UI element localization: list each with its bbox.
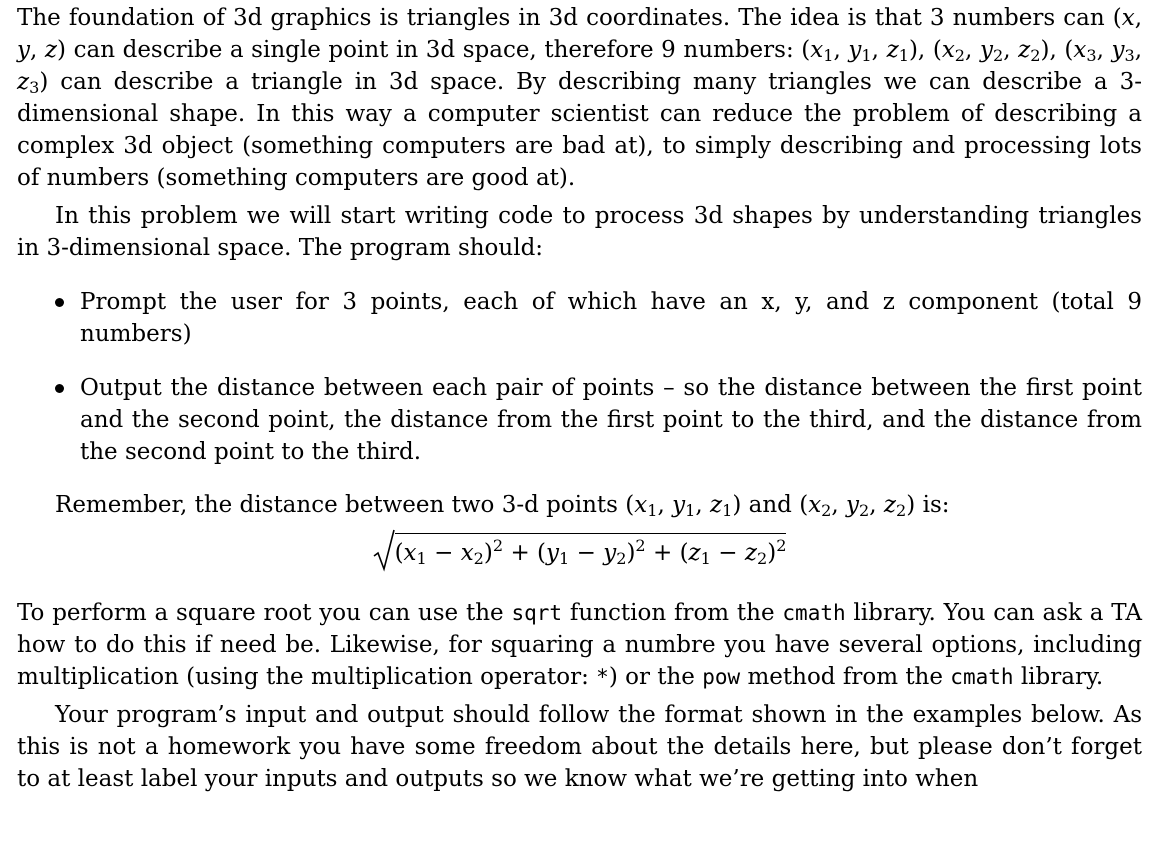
- paragraph-intro: The foundation of 3d graphics is triangles in 3d coordinates. The idea is that 3 numbers can (x, y, z) can describe a single point in 3d space, therefore 9 numbers: ($x_1$, $y_1$, $z_1$), ($x_2$, $y_2$, $z_2$), ($x_3$, $y_3$, $z_3$) can describe a triangle in 3d space. By describing many triangles we can describe a 3-dimensional shape. In this way a computer scientist can reduce the problem of describing a complex 3d object (something computers are bad at), to simply describing and processing lots of numbers (something computers are good at).: [17, 5, 1143, 191]
- distance-formula: [17, 533, 1142, 583]
- list-item: Prompt the user for 3 points, each of which have an x, y, and z component (total 9 numbers): [17, 286, 1142, 350]
- code-star: *: [596, 665, 609, 689]
- code-cmath-2: cmath: [950, 665, 1014, 689]
- document-page: [17, 2, 1142, 795]
- math-xyz: (x, y, z): [17, 5, 1142, 63]
- list-item: Output the distance between each pair of points – so the distance between the first point and the second point, the distance from the first point to the third, and the distance from the second point to the third.: [17, 372, 1142, 468]
- code-sqrt: sqrt: [511, 601, 563, 625]
- paragraph-remember: Remember, the distance between two 3-d points ($x_1$, $y_1$, $z_1$) and ($x_2$, $y_2$, $z_2$) is:: [55, 492, 950, 521]
- math-point-2: ($x_2$, $y_2$, $z_2$): [799, 492, 916, 521]
- paragraph-format: Your program’s input and output should follow the format shown in the examples below. As this is not a homework you have some freedom about the details here, but please don’t forget to at least label your inputs and outputs so we know what we’re getting into when: [17, 702, 1142, 792]
- code-cmath: cmath: [782, 601, 846, 625]
- requirements-list: [17, 286, 1142, 468]
- radical-icon: [373, 529, 395, 573]
- code-pow: pow: [702, 665, 741, 689]
- math-three-points: ($x_1$, $y_1$, $z_1$), ($x_2$, $y_2$, $z_2$), ($x_3$, $y_3$, $z_3$): [17, 37, 1143, 98]
- square-root: $(x_1 - x_2)^2 + (y_1 - y_2)^2 + (z_1 - z_2)^2$: [373, 533, 787, 568]
- paragraph-sqrt: To perform a square root you can use the sqrt function from the cmath library. You can ask a TA how to do this if need be. Likewise, for squaring a numbre you have several options, including multiplication (using the multiplication operator: *) or the pow method from the cmath library.: [17, 600, 1142, 690]
- bullet-icon: [55, 298, 64, 307]
- paragraph-problem: In this problem we will start writing code to process 3d shapes by understanding triangles in 3-dimensional space. The program should:: [17, 203, 1142, 261]
- bullet-icon: [55, 384, 64, 393]
- math-point-1: ($x_1$, $y_1$, $z_1$): [625, 492, 742, 521]
